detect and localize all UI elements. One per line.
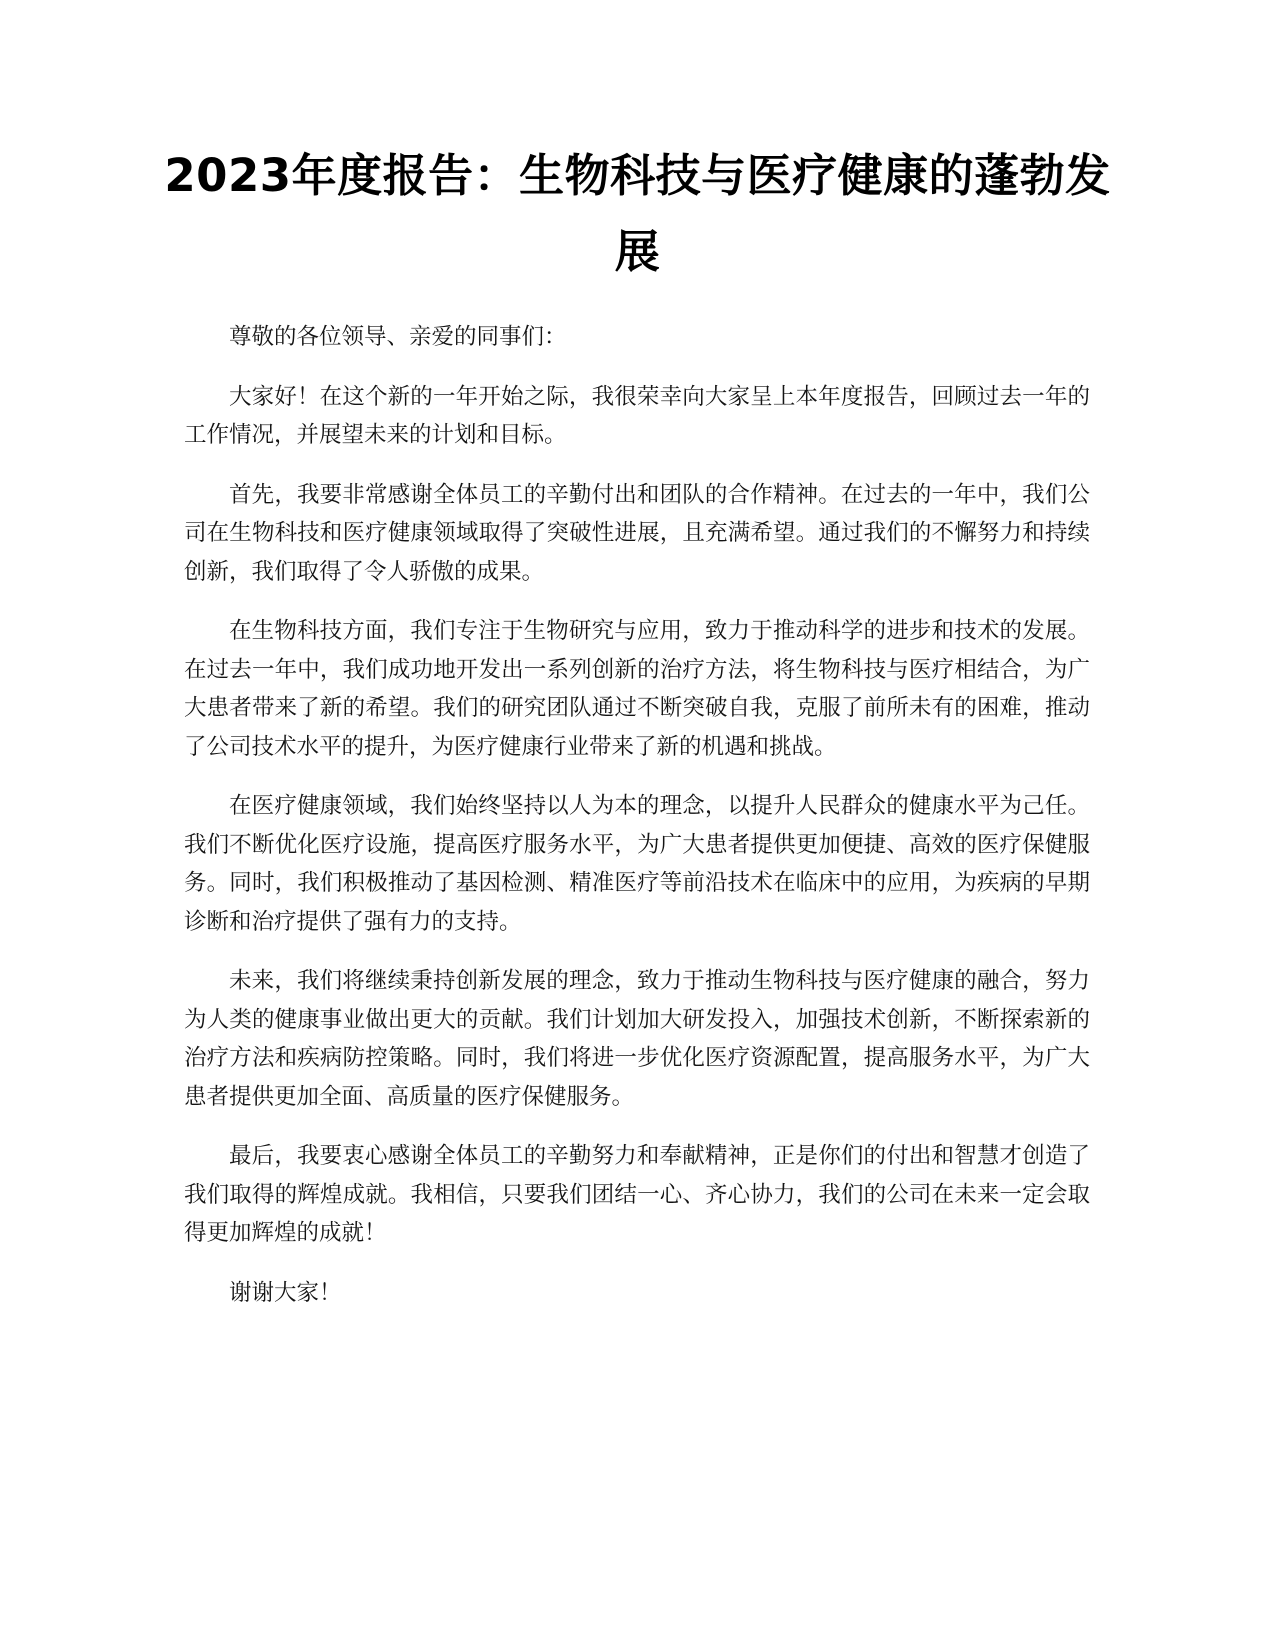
signoff-paragraph: 谢谢大家！ [229,1279,342,1306]
thanks-paragraph: 首先，我要非常感谢全体员工的辛勤付出和团队的合作精神。在过去的一年中，我们公司在生物科技和医疗健康领域取得了突破性进展，且充满希望。通过我们的不懈努力和持续创新，我们取得了令人骄傲的成果。 [184,481,1090,585]
intro-paragraph: 大家好！在这个新的一年开始之际，我很荣幸向大家呈上本年度报告，回顾过去一年的工作情况，并展望未来的计划和目标。 [184,383,1090,448]
closing-paragraph: 最后，我要衷心感谢全体员工的辛勤努力和奉献精神，正是你们的付出和智慧才创造了我们取得的辉煌成就。我相信，只要我们团结一心、齐心协力，我们的公司在未来一定会取得更加辉煌的成就！ [184,1143,1090,1246]
document-title: 2023年度报告：生物科技与医疗健康的蓬勃发展 [164,149,1111,278]
future-paragraph: 未来，我们将继续秉持创新发展的理念，致力于推动生物科技与医疗健康的融合，努力为人类的健康事业做出更大的贡献。我们计划加大研发投入，加强技术创新，不断探索新的治疗方法和疾病防控策略。同时，我们将进一步优化医疗资源配置，提高服务水平，为广大患者提供更加全面、高质量的医疗保健服务。 [184,968,1090,1110]
greeting-paragraph: 尊敬的各位领导、亲爱的同事们： [229,324,567,350]
healthcare-paragraph: 在医疗健康领域，我们始终坚持以人为本的理念，以提升人民群众的健康水平为己任。我们不断优化医疗设施，提高医疗服务水平，为广大患者提供更加便捷、高效的医疗保健服务。同时，我们积极推动了基因检测、精准医疗等前沿技术在临床中的应用，为疾病的早期诊断和治疗提供了强有力的支持。 [184,793,1090,935]
biotech-paragraph: 在生物科技方面，我们专注于生物研究与应用，致力于推动科学的进步和技术的发展。在过去一年中，我们成功地开发出一系列创新的治疗方法，将生物科技与医疗相结合，为广大患者带来了新的希望。我们的研究团队通过不断突破自我，克服了前所未有的困难，推动了公司技术水平的提升，为医疗健康行业带来了新的机遇和挑战。 [184,618,1090,760]
document-body [184,318,1090,1333]
